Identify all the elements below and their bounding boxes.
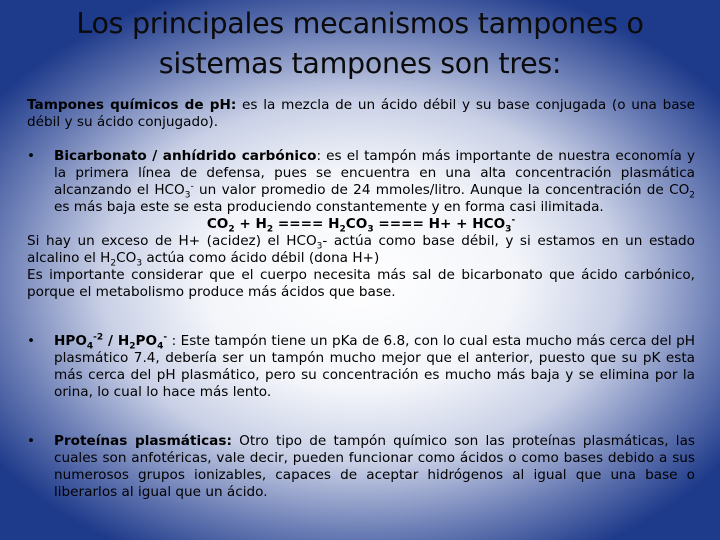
bullet-icon: • — [27, 148, 36, 164]
subscript: 2 — [266, 224, 274, 235]
subscript: 2 — [129, 341, 136, 352]
excess-paragraph — [27, 233, 695, 267]
phosphate-part: / H — [103, 333, 130, 349]
bicarbonate-equation — [27, 216, 695, 233]
phosphate-part: HPO — [54, 333, 87, 349]
subscript: 2 — [228, 224, 235, 235]
bullet-phosphate — [27, 333, 695, 401]
slide-body — [27, 97, 695, 501]
subscript: 2 — [110, 258, 117, 269]
slide-title: Los principales mecanismos tampones o sistemas tampones son tres: — [76, 7, 644, 80]
superscript: -2 — [93, 332, 104, 343]
subscript: 3 — [367, 224, 374, 235]
phosphate-term — [54, 332, 168, 352]
bicarbonate-term: Bicarbonato / anhídrido carbónico — [54, 148, 317, 164]
phosphate-part: PO — [135, 333, 158, 349]
bicarbonate-text: un valor promedio de 24 mmoles/litro. Aunque la concentración de CO — [193, 182, 690, 198]
subscript: 2 — [689, 190, 695, 201]
intro-text: es la mezcla de un ácido débil y su base conjugada (o una base débil y su ácido conjugado). — [27, 97, 695, 130]
superscript: - — [163, 332, 168, 343]
superscript: - — [511, 215, 516, 226]
excess-text: Si hay un exceso de H+ (acidez) el HCO — [27, 233, 317, 249]
proteins-term: Proteínas plasmáticas: — [54, 433, 232, 449]
subscript: 3 — [316, 241, 323, 252]
excess-text: actúa como ácido débil (dona H+) — [142, 250, 380, 266]
phosphate-text: : Este tampón tiene un pKa de 6.8, con lo cual esta mucho más cerca del pH plasmático 7.4, debería ser un tampón mucho mejor que el anterior, puesto que su pK esta más cerca del pH plasmático, pero su concentración es mucho más baja y se elimina por la orina, lo cual lo hace más lento. — [54, 333, 695, 400]
intro-paragraph — [27, 97, 695, 131]
subscript: 3 — [184, 190, 191, 201]
bullet-icon: • — [27, 433, 36, 449]
equation-part: ==== H+ + HCO — [373, 216, 506, 232]
equation-part: + H — [234, 216, 267, 232]
intro-term: Tampones químicos de pH: — [27, 97, 237, 113]
subscript: 4 — [86, 341, 94, 352]
important-paragraph: Es importante considerar que el cuerpo necesita más sal de bicarbonato que ácido carbónico, porque el metabolismo produce más ácidos que base. — [27, 267, 695, 300]
equation-part: ==== H — [273, 216, 340, 232]
superscript: - — [190, 181, 194, 192]
proteins-text: Otro tipo de tampón químico son las proteínas plasmáticas, las cuales son anfotéricas, vale decir, pueden funcionar como ácidos o como bases debido a sus numerosos grupos ionizables, capaces de aceptar hidrógenos al igual que una base o liberarlos al igual que un ácido. — [54, 433, 695, 500]
equation-part: CO — [206, 216, 229, 232]
bullet-proteins — [27, 433, 695, 501]
excess-text: - actúa como base débil, y si estamos en un estado alcalino el H — [27, 233, 695, 266]
subscript: 2 — [339, 224, 346, 235]
bicarbonate-text: : es el tampón más importante de nuestra economía y la primera línea de defensa, pues se encuentra en una alta concentración plasmática alcanzando el HCO — [54, 148, 695, 198]
bullet-icon: • — [27, 333, 36, 349]
excess-text: CO — [116, 250, 137, 266]
bullet-bicarbonate — [27, 148, 695, 216]
bicarbonate-text: es más baja este se esta produciendo constantemente y en forma casi ilimitada. — [54, 199, 604, 215]
equation-part: CO — [345, 216, 368, 232]
subscript: 3 — [505, 224, 512, 235]
subscript: 4 — [157, 341, 164, 352]
subscript: 3 — [136, 258, 143, 269]
